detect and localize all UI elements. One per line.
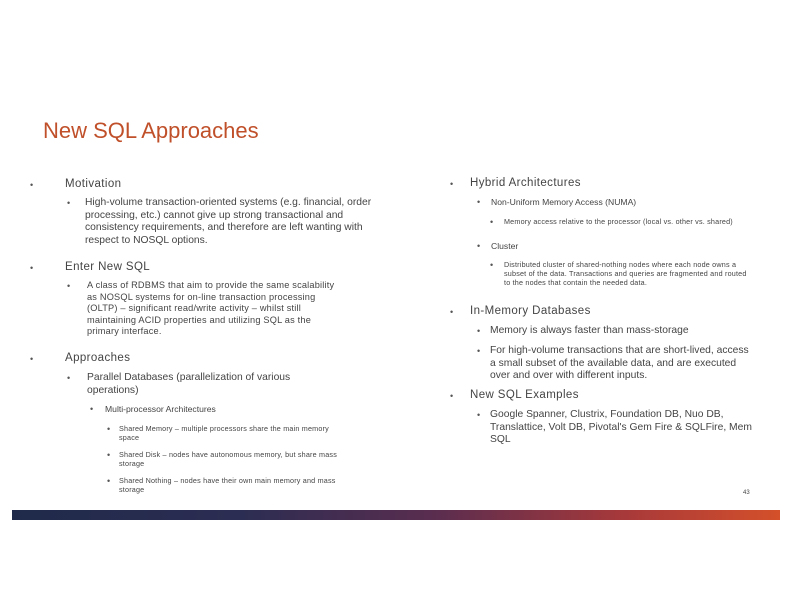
bullet-icon: • (490, 217, 494, 227)
numa-detail-text: Memory access relative to the processor (local vs. other vs. shared) (504, 217, 733, 226)
bullet-icon: • (450, 307, 454, 317)
footer-gradient-bar (12, 510, 780, 520)
approaches-label: Approaches (65, 352, 131, 364)
inmemory-text: For high-volume transactions that are short-lived, access a small subset of the available data, and are executed over and over with different inputs. (490, 345, 749, 382)
arch-text: Shared Memory – multiple processors share the main memory space (119, 424, 329, 443)
numa-text: Non-Uniform Memory Access (NUMA) (491, 197, 637, 207)
motivation-text: High-volume transaction-oriented systems (e.g. financial, order processing, etc.) cannot give up strong transactional and consistency requirements, and therefore are left wanting with respect to NOSQL options. (85, 197, 372, 246)
bullet-icon: • (107, 476, 111, 486)
arch-text: Shared Nothing – nodes have their own main memory and mass storage (119, 476, 336, 495)
cluster-detail-text: Distributed cluster of shared-nothing nodes where each node owns a subset of the data. Transactions and queries are fragmented and routed to the nodes that contain the needed data. (504, 260, 747, 288)
bullet-icon: • (90, 404, 94, 414)
examples-text: Google Spanner, Clustrix, Foundation DB, Nuo DB, Translattice, Volt DB, Pivotal's Gem Fire & SQLFire, Mem SQL (490, 409, 752, 446)
bullet-icon: • (67, 198, 71, 208)
bullet-icon: • (450, 391, 454, 401)
bullet-icon: • (477, 241, 481, 251)
bullet-icon: • (490, 260, 494, 270)
arch-text: Shared Disk – nodes have autonomous memory, but share mass storage (119, 450, 338, 469)
motivation-label: Motivation (65, 178, 122, 190)
bullet-icon: • (30, 180, 34, 190)
examples-label: New SQL Examples (470, 389, 579, 401)
inmemory-text: Memory is always faster than mass-storage (490, 325, 689, 336)
enter-label: Enter New SQL (65, 261, 151, 273)
bullet-icon: • (107, 450, 111, 460)
cluster-text: Cluster (491, 241, 519, 251)
multiprocessor-text: Multi-processor Architectures (105, 404, 216, 414)
page-number: 43 (743, 490, 750, 496)
slide-title: New SQL Approaches (43, 118, 259, 143)
bullet-icon: • (477, 410, 481, 420)
bullet-icon: • (30, 263, 34, 273)
enter-text: A class of RDBMS that aim to provide the same scalability as NOSQL systems for on-line transaction processing (OLTP) – significant read/write activity – whilst still maintaining ACID properties and utilizing SQL as the primary interface. (87, 280, 335, 337)
bullet-icon: • (30, 354, 34, 364)
hybrid-label: Hybrid Architectures (470, 177, 581, 189)
bullet-icon: • (450, 179, 454, 189)
bullet-icon: • (67, 373, 71, 383)
bullet-icon: • (477, 346, 481, 356)
inmemory-label: In-Memory Databases (470, 305, 591, 317)
approaches-text: Parallel Databases (parallelization of various operations) (87, 372, 291, 396)
bullet-icon: • (477, 326, 481, 336)
bullet-icon: • (477, 197, 481, 207)
bullet-icon: • (67, 281, 71, 291)
bullet-icon: • (107, 424, 111, 434)
